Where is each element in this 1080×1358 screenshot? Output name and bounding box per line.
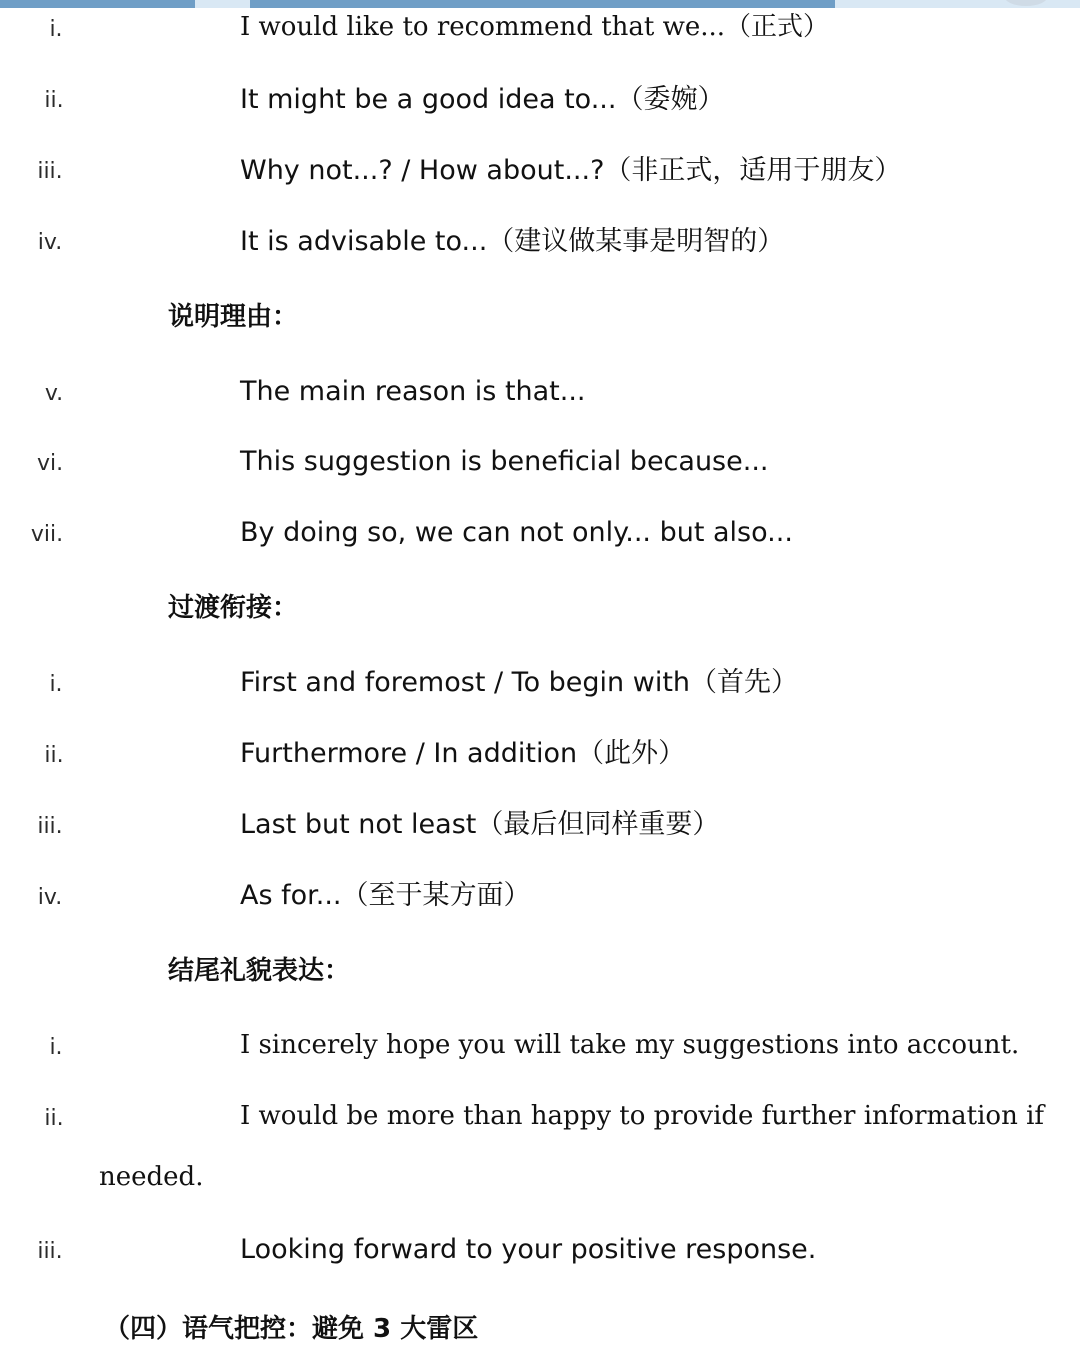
section-heading-closing: 结尾礼貌表达： [168,956,351,986]
item-number: ii. [44,88,64,113]
item-number: iii. [37,159,63,184]
reason-phrase: This suggestion is beneficial because... [240,446,769,477]
item-number: v. [44,381,64,406]
closing-phrase: I sincerely hope you will take my suggestions into account. [240,1030,1020,1060]
item-number: vii. [30,522,64,547]
banner-segment [0,0,195,8]
item-number: ii. [44,743,64,768]
closing-phrase: Looking forward to your positive response. [240,1234,817,1265]
item-number: iv. [37,230,63,255]
reason-phrase: The main reason is that... [240,376,586,407]
suggestion-phrase: I would like to recommend that we...（正式） [240,12,830,42]
section-title: （四）语气把控：避免 3 大雷区 [104,1314,479,1344]
suggestion-phrase: It is advisable to...（建议做某事是明智的） [240,226,785,257]
item-number: iii. [37,814,63,839]
top-edge-banner [0,0,1080,8]
item-number: ii. [44,1106,64,1131]
transition-phrase: First and foremost / To begin with（首先） [240,667,799,698]
suggestion-phrase: Why not...? / How about...?（非正式，适用于朋友） [240,155,902,186]
closing-phrase-continuation: needed. [99,1162,204,1192]
suggestion-phrase: It might be a good idea to...（委婉） [240,84,725,115]
item-number: i. [49,1035,63,1060]
transition-phrase: As for...（至于某方面） [240,880,531,911]
section-heading-reasons: 说明理由： [168,302,299,332]
transition-phrase: Last but not least（最后但同样重要） [240,809,720,840]
banner-dot [1004,0,1048,6]
item-number: iv. [37,885,63,910]
item-number: i. [49,672,63,697]
item-number: i. [49,17,63,42]
item-number: iii. [37,1239,63,1264]
section-heading-transitions: 过渡衔接： [168,593,299,623]
item-number: vi. [36,451,64,476]
closing-phrase: I would be more than happy to provide further information if [240,1101,1045,1131]
transition-phrase: Furthermore / In addition（此外） [240,738,686,769]
reason-phrase: By doing so, we can not only... but also... [240,517,793,548]
banner-segment [250,0,835,8]
